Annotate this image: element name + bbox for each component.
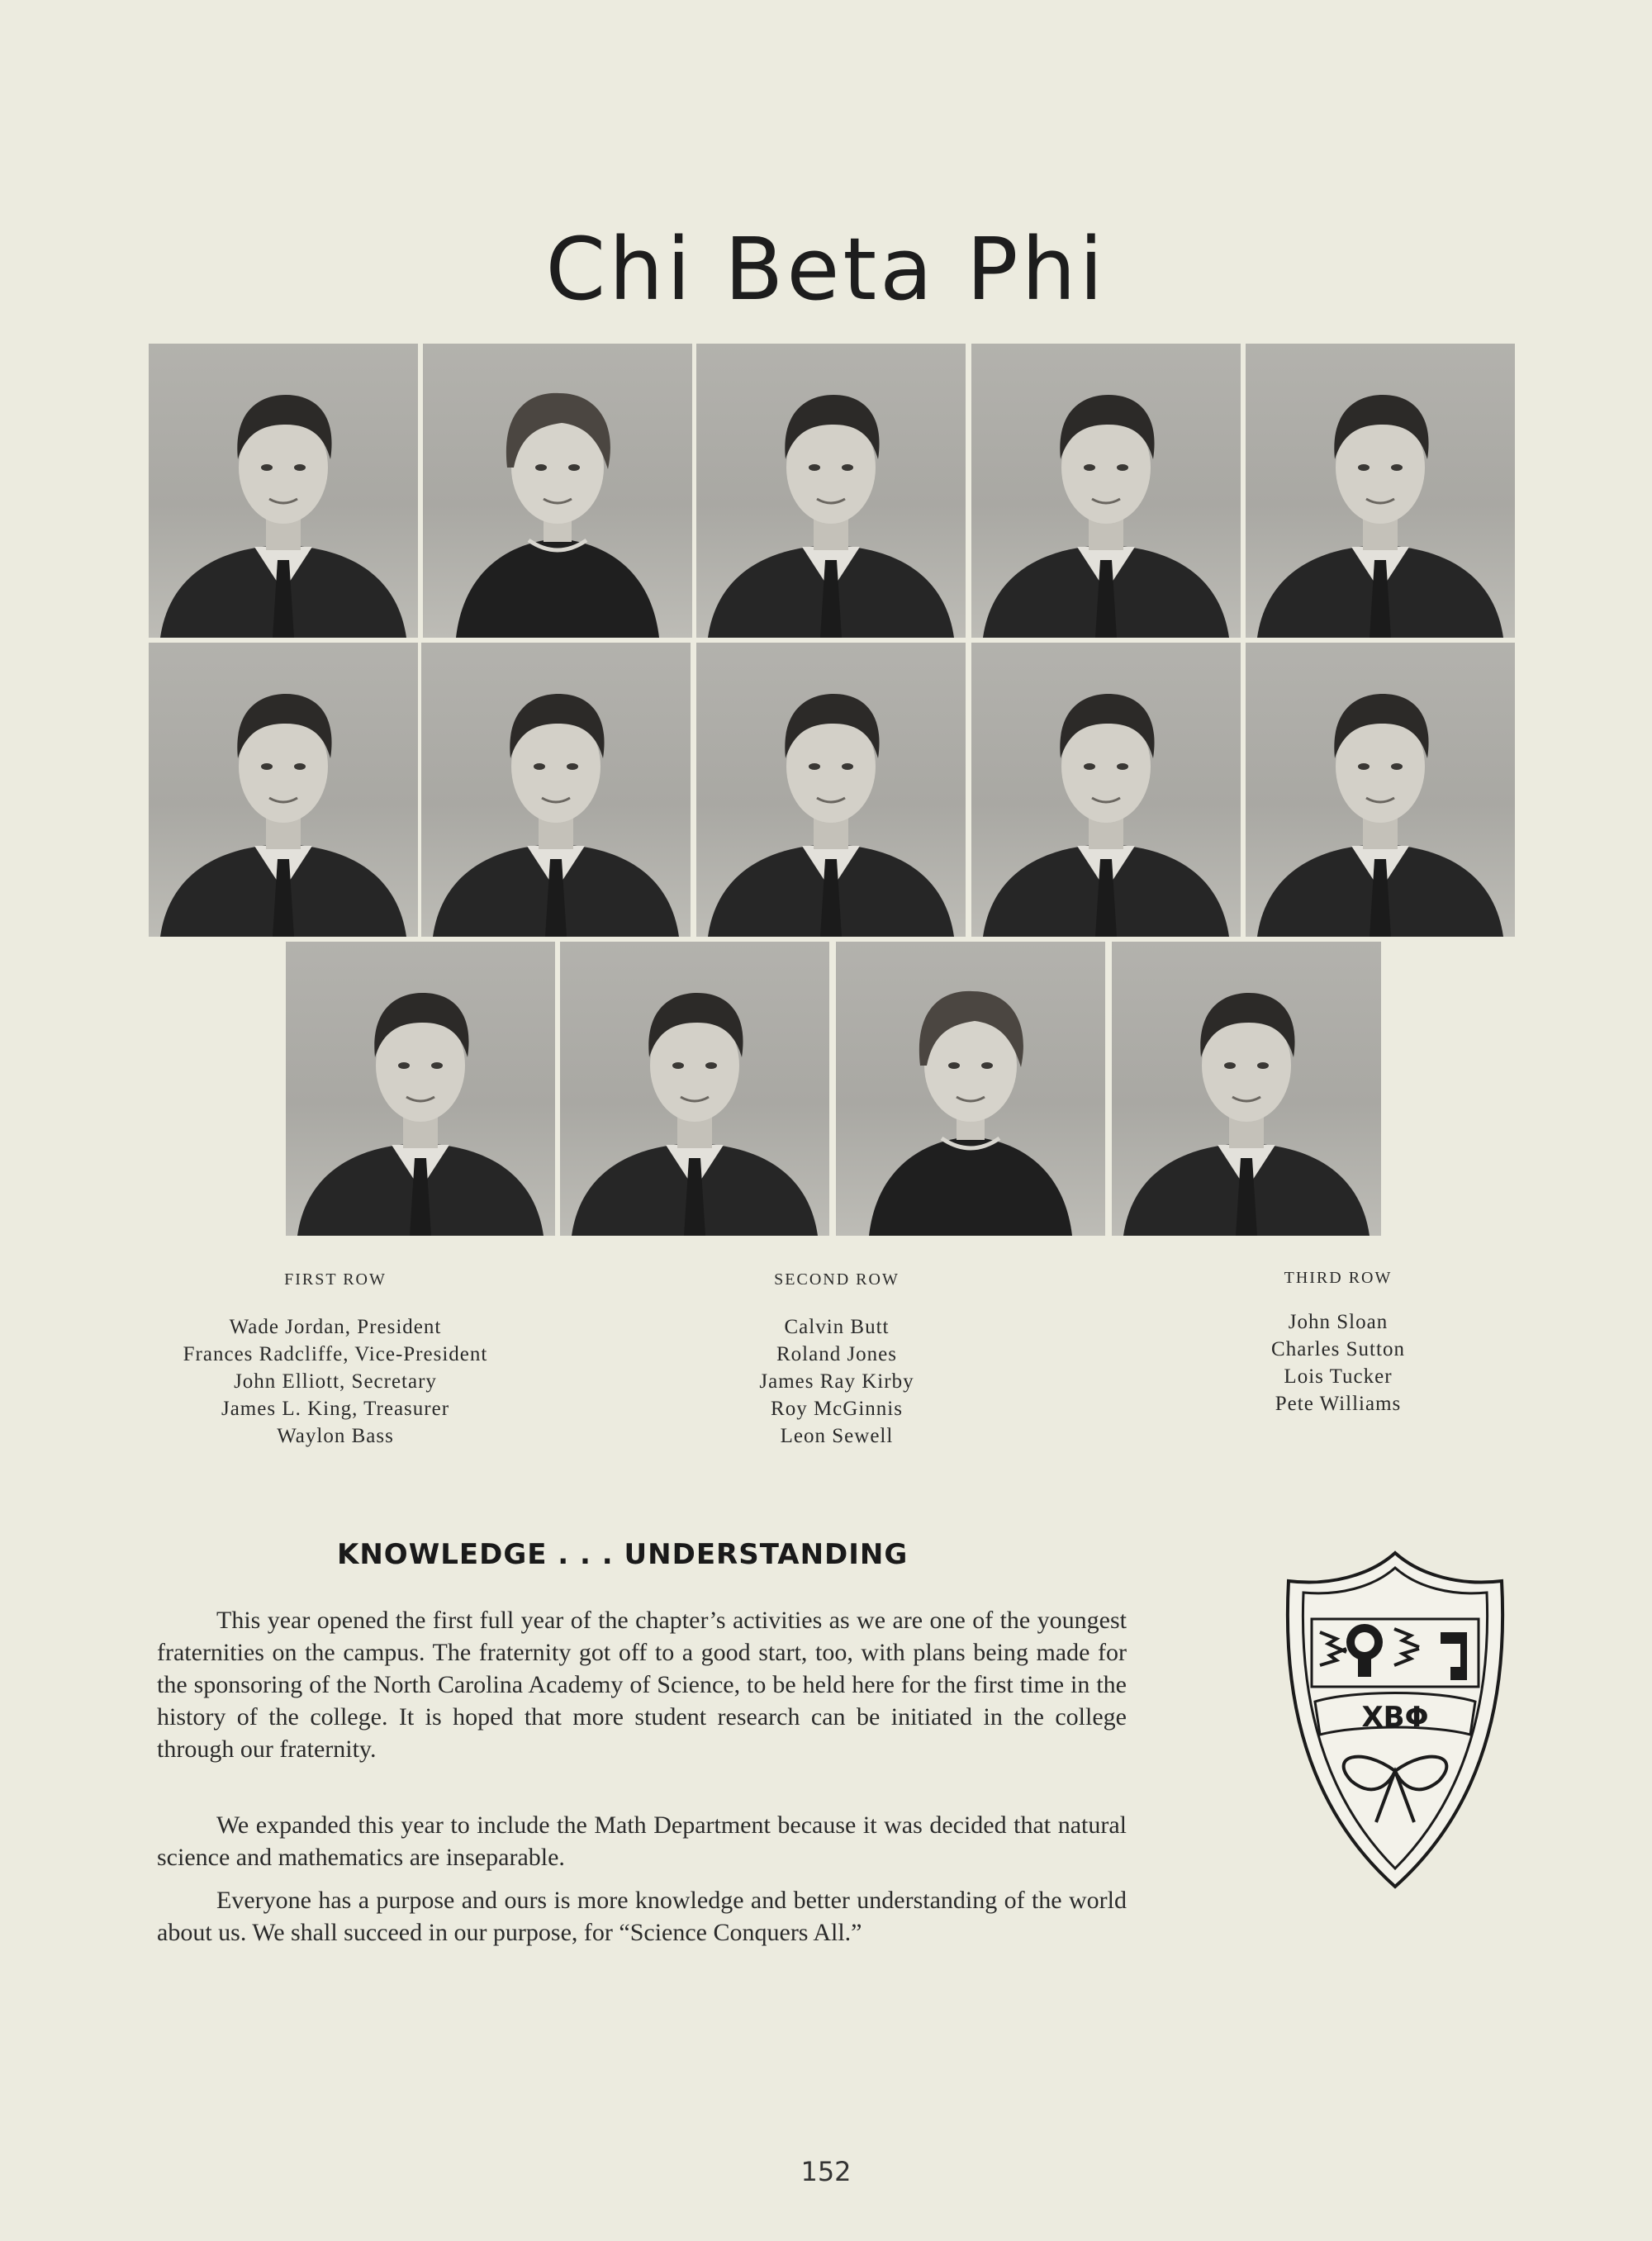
article-paragraph: This year opened the first full year of the chapter’s activities as we are one of the youngest fraternities on the campus. The fraternity got off to a good start, too, with plans being made for the sponsoring of the North Carolina Academy of Science, to be held here for the first time in the history of the college. It is hoped that more student research can be initiated in the college through our fraternity. (157, 1607, 1127, 1763)
portrait-photo (971, 344, 1241, 638)
name-line: James L. King, Treasurer (221, 1398, 450, 1420)
portrait-photo (1246, 643, 1515, 937)
name-line: Roland Jones (776, 1343, 898, 1365)
first-row-names (124, 1313, 547, 1450)
article-paragraph: We expanded this year to include the Math Department because it was decided that natural science and mathematics are inseparable. (157, 1811, 1127, 1871)
portrait-photo (423, 344, 692, 638)
name-line: Waylon Bass (277, 1425, 394, 1447)
portrait-photo (1246, 344, 1515, 638)
portrait-photo (696, 643, 966, 937)
name-line: Roy McGinnis (771, 1398, 903, 1420)
fraternity-crest-icon (1279, 1550, 1512, 1890)
name-line: Wade Jordan, President (229, 1316, 442, 1338)
article-body (157, 1884, 1127, 1949)
portrait-photo (696, 344, 966, 638)
portrait-photo (149, 643, 418, 937)
article-body (157, 1809, 1127, 1873)
third-row-names (1202, 1308, 1474, 1417)
page-number: 152 (800, 2156, 852, 2187)
name-line: James Ray Kirby (759, 1370, 914, 1393)
crest-letters: ΧΒΦ (1361, 1701, 1429, 1734)
name-line: Pete Williams (1275, 1393, 1402, 1415)
name-line: Leon Sewell (780, 1425, 894, 1447)
portrait-photo (149, 344, 418, 638)
portrait-photo (836, 942, 1105, 1236)
third-row-heading: THIRD ROW (1284, 1269, 1393, 1287)
portrait-photo (421, 643, 691, 937)
name-line: Calvin Butt (784, 1316, 890, 1338)
page-title: Chi Beta Phi (545, 218, 1107, 320)
article-paragraph: Everyone has a purpose and ours is more knowledge and better understanding of the world about us. We shall succeed in our purpose, for “Science Conquers All.” (157, 1887, 1127, 1946)
name-line: John Elliott, Secretary (234, 1370, 437, 1393)
second-row-heading: SECOND ROW (774, 1270, 900, 1289)
second-row-names (680, 1313, 994, 1450)
article-heading: KNOWLEDGE . . . UNDERSTANDING (337, 1538, 909, 1571)
article-body (157, 1604, 1127, 1765)
portrait-photo (1112, 942, 1381, 1236)
name-line: Charles Sutton (1271, 1338, 1405, 1360)
name-line: Frances Radcliffe, Vice-President (183, 1343, 488, 1365)
portrait-photo (286, 942, 555, 1236)
portrait-photo (971, 643, 1241, 937)
name-line: Lois Tucker (1284, 1365, 1393, 1388)
first-row-heading: FIRST ROW (284, 1270, 387, 1289)
portrait-photo (560, 942, 829, 1236)
name-line: John Sloan (1288, 1311, 1389, 1333)
